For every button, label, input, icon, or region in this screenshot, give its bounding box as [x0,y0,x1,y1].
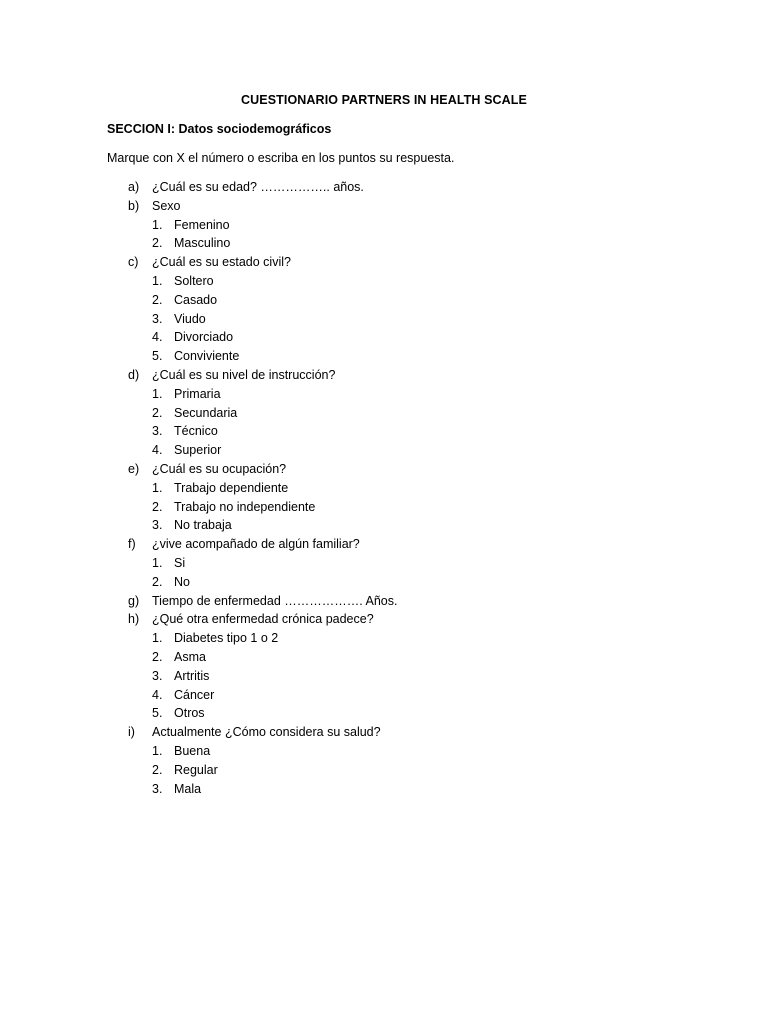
question-option-text: Trabajo dependiente [174,481,289,495]
question-item-marker: d) [128,368,140,382]
question-option-text: Femenino [174,218,230,232]
question-option-text: Buena [174,744,211,758]
question-option-text: Viudo [174,312,206,326]
question-option [0,631,768,650]
question-item-text: ¿Cuál es su nivel de instrucción? [152,368,336,382]
question-option [0,293,768,312]
question-item [0,612,768,631]
question-option-marker: 4. [152,330,163,344]
question-item [0,368,768,387]
section-heading: SECCION I: Datos sociodemográficos [107,122,332,136]
question-option [0,218,768,237]
question-option-marker: 2. [152,293,163,307]
question-option-marker: 1. [152,218,163,232]
question-option-text: Masculino [174,236,231,250]
question-item-text: ¿Cuál es su edad? …………….. años. [152,180,364,194]
question-option [0,424,768,443]
question-option-marker: 3. [152,424,163,438]
question-option-marker: 3. [152,312,163,326]
question-option-text: Si [174,556,186,570]
question-option-text: Trabajo no independiente [174,500,316,514]
question-option-text: Superior [174,443,222,457]
question-option [0,406,768,425]
question-item-text: ¿Cuál es su estado civil? [152,255,291,269]
question-option [0,443,768,462]
question-item [0,199,768,218]
question-option-text: Diabetes tipo 1 o 2 [174,631,279,645]
question-item-marker: i) [128,725,135,739]
question-option-text: Otros [174,706,205,720]
question-item-marker: c) [128,255,139,269]
question-item-marker: g) [128,594,140,608]
question-item [0,537,768,556]
question-option [0,481,768,500]
question-item [0,725,768,744]
question-option-text: No [174,575,190,589]
question-option-marker: 2. [152,575,163,589]
page-title: CUESTIONARIO PARTNERS IN HEALTH SCALE [241,93,527,107]
question-item-marker: f) [128,537,136,551]
question-option [0,744,768,763]
question-option-marker: 2. [152,236,163,250]
question-option [0,556,768,575]
question-option-text: Secundaria [174,406,238,420]
question-item-marker: a) [128,180,140,194]
question-option-text: Divorciado [174,330,234,344]
question-option-marker: 1. [152,744,163,758]
question-item-marker: h) [128,612,140,626]
question-option-marker: 3. [152,669,163,683]
question-option [0,349,768,368]
question-item-text: ¿Cuál es su ocupación? [152,462,287,476]
question-option [0,575,768,594]
question-option [0,387,768,406]
question-option [0,782,768,801]
question-option [0,763,768,782]
question-option-marker: 3. [152,518,163,532]
question-option [0,500,768,519]
question-option-text: Técnico [174,424,218,438]
question-option-marker: 5. [152,706,163,720]
question-option-text: Regular [174,763,218,777]
question-option-marker: 2. [152,500,163,514]
question-option-marker: 1. [152,387,163,401]
question-option [0,650,768,669]
question-item-text: Actualmente ¿Cómo considera su salud? [152,725,381,739]
question-option-text: Conviviente [174,349,240,363]
question-item [0,462,768,481]
question-option-marker: 4. [152,443,163,457]
question-option-marker: 1. [152,481,163,495]
question-option [0,688,768,707]
question-option-marker: 2. [152,406,163,420]
question-item-text: Sexo [152,199,181,213]
question-option-text: Cáncer [174,688,215,702]
question-option-text: Casado [174,293,218,307]
question-option-marker: 3. [152,782,163,796]
instructions-text: Marque con X el número o escriba en los puntos su respuesta. [107,151,455,165]
question-item [0,180,768,199]
question-item-text: Tiempo de enfermedad ………………. Años. [152,594,398,608]
question-option [0,706,768,725]
question-option-marker: 1. [152,631,163,645]
question-option-marker: 1. [152,274,163,288]
question-option-text: Soltero [174,274,214,288]
question-option-marker: 1. [152,556,163,570]
question-option-text: Asma [174,650,206,664]
question-item-text: ¿Qué otra enfermedad crónica padece? [152,612,374,626]
question-item-text: ¿vive acompañado de algún familiar? [152,537,360,551]
question-option-text: Mala [174,782,202,796]
question-option-marker: 4. [152,688,163,702]
question-option-text: Primaria [174,387,221,401]
question-option-marker: 5. [152,349,163,363]
question-option [0,274,768,293]
question-option [0,669,768,688]
question-option [0,236,768,255]
question-item-marker: e) [128,462,140,476]
question-option [0,518,768,537]
question-option-text: No trabaja [174,518,232,532]
question-option-marker: 2. [152,763,163,777]
question-item-marker: b) [128,199,140,213]
question-option-marker: 2. [152,650,163,664]
question-item [0,594,768,613]
question-option-text: Artritis [174,669,210,683]
question-item [0,255,768,274]
question-option [0,312,768,331]
question-option [0,330,768,349]
